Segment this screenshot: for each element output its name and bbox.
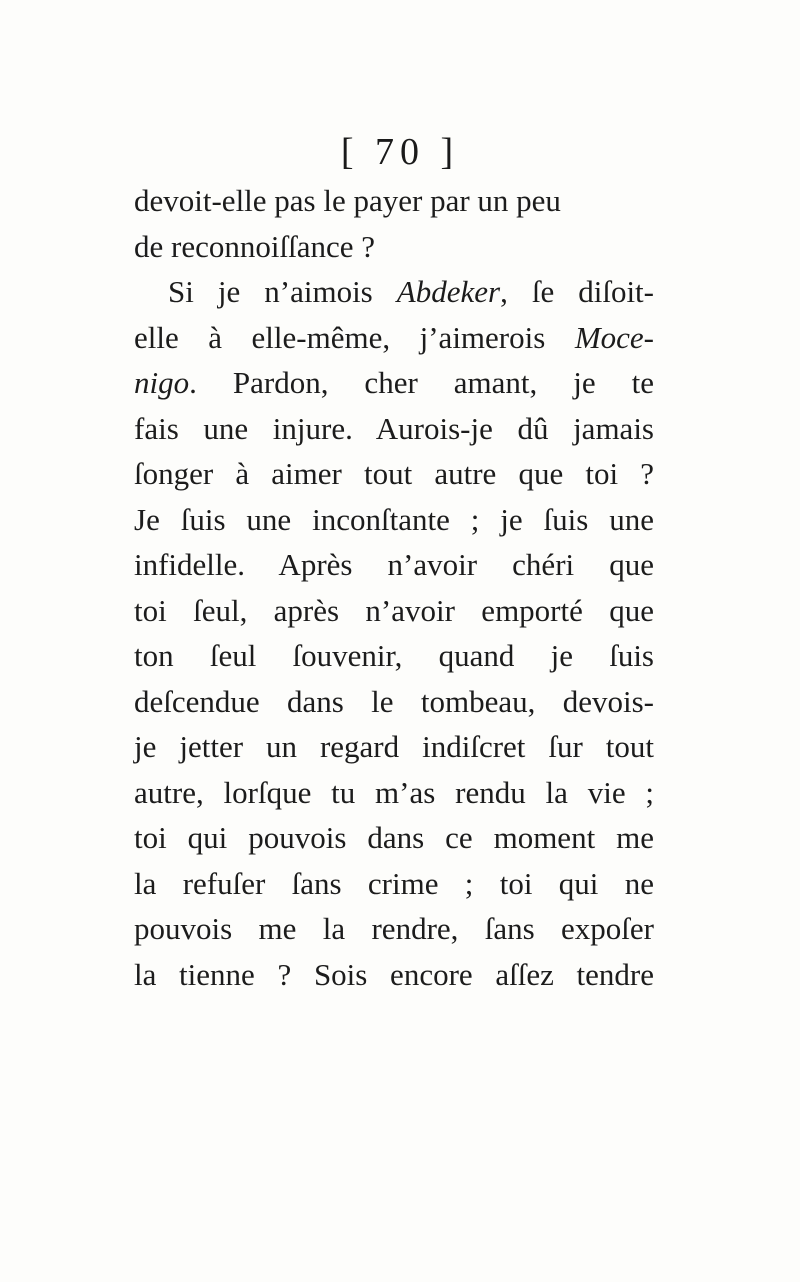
text-line [134, 588, 654, 634]
text-segment: ton ſeul ſouvenir, quand je ſuis [134, 638, 654, 673]
text-line [134, 815, 654, 861]
text-segment: la tienne ? Sois encore aſſez tendre [134, 956, 654, 992]
text-segment: infidelle. Après n’avoir chéri que [134, 547, 654, 582]
text-segment: je jetter un regard indiſcret ſur tout [134, 729, 654, 764]
italic-segment: nigo [134, 365, 190, 400]
text-line [134, 269, 654, 315]
text-line [134, 451, 654, 497]
text-segment: toi ſeul, après n’avoir emporté que [134, 592, 654, 628]
text-segment: autre, lorſque tu m’as rendu la vie ; [134, 774, 654, 810]
text-segment: . Pardon, cher amant, je te [189, 365, 654, 400]
italic-segment: Moce- [574, 319, 654, 355]
text-segment: toi qui pouvois dans ce moment me [134, 820, 654, 855]
italic-segment: Abdeker [396, 274, 501, 309]
text-line [134, 770, 654, 816]
text-line [134, 406, 654, 452]
body-text [134, 178, 654, 997]
text-segment: ſonger à aimer tout autre que toi ? [134, 456, 654, 491]
page-number-header: [ 70 ] [340, 131, 460, 173]
text-line [134, 633, 654, 679]
text-segment: Je ſuis une inconſtante ; je ſuis une [134, 501, 654, 537]
text-segment: devoit-elle pas le payer par un peu [134, 183, 561, 218]
text-segment: pouvois me la rendre, ſans expoſer [134, 911, 654, 946]
text-segment: fais une injure. Aurois-je dû jamais [134, 410, 654, 446]
text-line [134, 679, 654, 725]
text-segment: elle à elle-même, j’aimerois [134, 319, 575, 355]
text-segment: Si je n’aimois [168, 274, 397, 309]
text-line [134, 178, 654, 224]
text-line [134, 497, 654, 543]
text-segment: , ſe diſoit- [500, 274, 654, 309]
text-line [134, 906, 654, 952]
text-segment: la refuſer ſans crime ; toi qui ne [134, 865, 654, 901]
text-line [134, 724, 654, 770]
text-segment: de reconnoiſſance ? [134, 228, 375, 264]
text-segment: deſcendue dans le tombeau, devois- [134, 683, 654, 719]
text-line [134, 360, 654, 406]
text-line [134, 542, 654, 588]
text-line [134, 224, 654, 270]
text-line [134, 952, 654, 998]
text-line [134, 315, 654, 361]
text-line [134, 861, 654, 907]
